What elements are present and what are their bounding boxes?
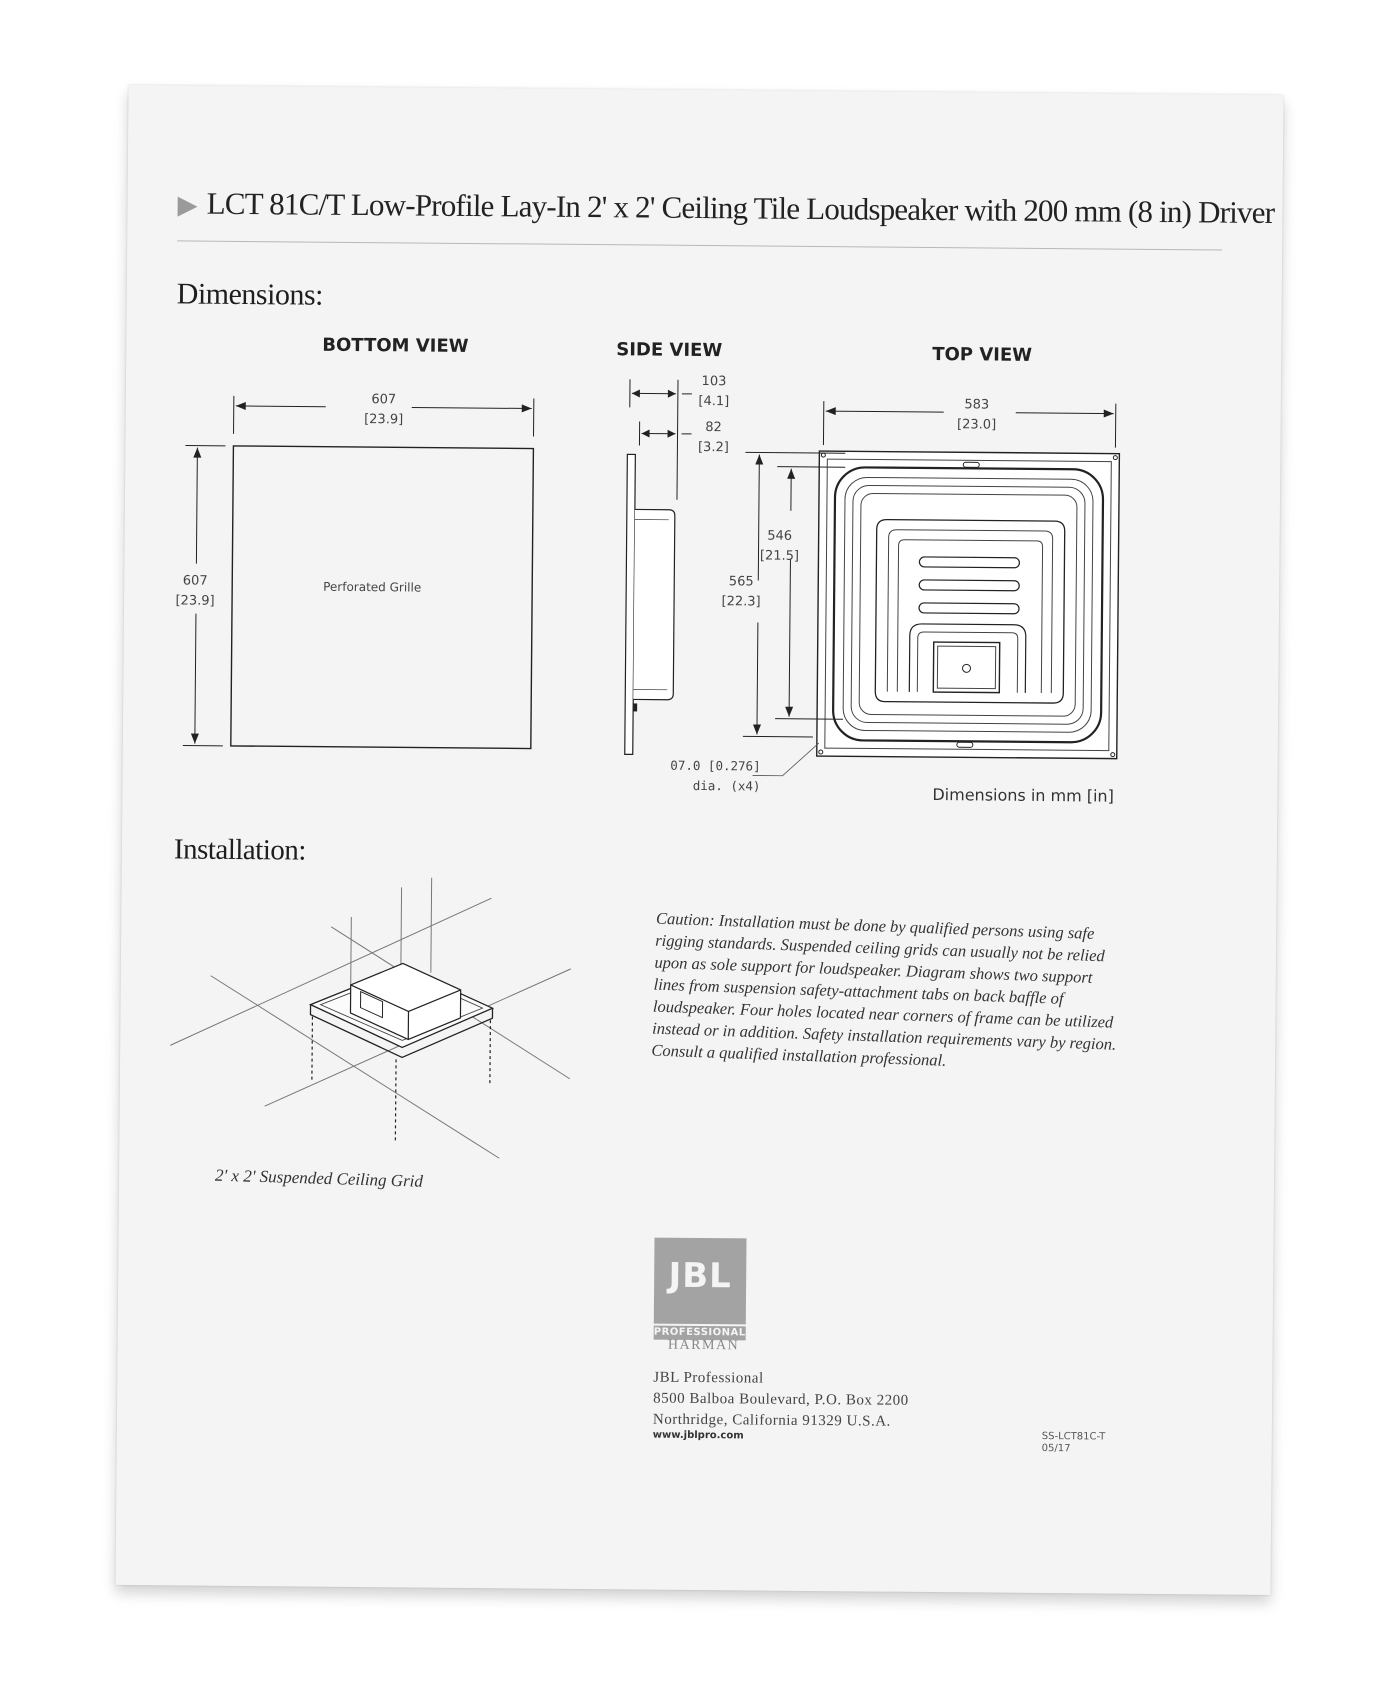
bottom-height-mm: 607	[182, 573, 208, 589]
arrowhead-left-icon	[632, 389, 640, 397]
hole-size-text: 07.0 [0.276]	[670, 757, 761, 774]
extension-line	[775, 719, 843, 720]
arrowhead-up-icon	[755, 454, 763, 464]
title-text: LCT 81C/T Low-Profile Lay-In 2' x 2' Ceiling Tile Loudspeaker with 200 mm (8 in) Driver	[206, 185, 1275, 230]
top-inner-mm: 546	[767, 528, 793, 544]
terminal-cup	[933, 642, 999, 693]
arrowhead-left-icon	[826, 407, 836, 415]
top-width-label	[952, 395, 1002, 435]
height-dimension-line-top	[196, 448, 197, 564]
doc-date-text: 05/17	[1041, 1443, 1071, 1455]
bottom-width-mm: 607	[371, 392, 397, 408]
bottom-height-label	[170, 571, 220, 611]
spec-sheet	[115, 85, 1283, 1595]
document-title	[177, 185, 1274, 231]
support-line	[431, 878, 432, 973]
bottom-height-in: [23.9]	[175, 593, 215, 609]
hole-count-text: dia. (x4)	[692, 777, 761, 794]
arrowhead-left-icon	[236, 402, 246, 410]
caution-paragraph: Caution: Installation must be done by qualified persons using safe rigging standards. Suspended ceiling grids can usually not be relied upon as sole support for loudspeaker. Diagram shows two support lines from suspension safety-attachment tabs on back baffle of loudspeaker. Four holes located near corners of frame can be utilized instead or in addition. Safety installation requirements vary by region. Consult a qualified installation professional.	[651, 908, 1117, 1070]
arrowhead-down-icon	[785, 707, 793, 717]
doc-code-text: SS-LCT81C-T	[1041, 1431, 1106, 1443]
side-depth1-in: [4.1]	[698, 393, 730, 410]
top-view-label: TOP VIEW	[932, 344, 1033, 366]
arrowhead-left-icon	[642, 429, 650, 437]
top-outer-in: [22.3]	[721, 594, 761, 610]
arrowhead-right-icon	[1104, 410, 1114, 418]
dimensions-heading: Dimensions:	[176, 277, 324, 312]
installation-heading: Installation:	[173, 833, 307, 867]
document-code	[1042, 1431, 1106, 1456]
top-inner-label	[756, 526, 802, 566]
arrowhead-right-icon	[668, 430, 676, 438]
side-depth2-in: [3.2]	[697, 439, 729, 456]
bottom-width-label	[354, 390, 414, 431]
top-width-line-left	[826, 411, 944, 412]
drop-line	[395, 1059, 396, 1143]
bottom-view-label: BOTTOM VIEW	[322, 334, 469, 357]
width-dimension-line-left	[236, 406, 326, 407]
hole-leader-line	[753, 742, 819, 776]
arrowhead-down-icon	[191, 734, 199, 744]
triangle-bullet-icon: ▶	[177, 190, 197, 220]
side-depth1-mm: 103	[701, 374, 727, 390]
width-dimension-line-right	[412, 407, 532, 408]
professional-band: PROFESSIONAL	[654, 1326, 746, 1341]
title-divider	[177, 240, 1222, 250]
address-line-2: 8500 Balboa Boulevard, P.O. Box 2200	[653, 1390, 909, 1409]
height-dimension-line-bottom	[195, 614, 196, 744]
harman-wordmark: HARMAN	[667, 1337, 740, 1354]
inner-dim-line-bottom	[789, 559, 790, 717]
top-view-drawing	[712, 390, 1135, 794]
top-outer-mm: 565	[728, 574, 754, 590]
arrowhead-up-icon	[787, 469, 795, 479]
outer-dim-line-bottom	[757, 623, 758, 735]
top-inner-in: [21.5]	[759, 548, 800, 564]
top-width-mm: 583	[964, 397, 990, 413]
depth-extension-right	[677, 380, 678, 500]
safety-tab	[633, 703, 637, 711]
arrowhead-right-icon	[522, 404, 532, 412]
bottom-width-in: [23.9]	[364, 412, 404, 428]
drop-line	[490, 1020, 491, 1086]
extension-line	[777, 467, 845, 468]
website-link[interactable]: www.jblpro.com	[652, 1429, 744, 1442]
jbl-logo	[653, 1238, 747, 1339]
top-width-in: [23.0]	[957, 417, 997, 433]
address-line-3: Northridge, California 91329 U.S.A.	[652, 1411, 891, 1430]
perforated-grille-label: Perforated Grille	[323, 579, 422, 595]
side-depth2-mm: 82	[705, 420, 722, 436]
enclosure-profile	[633, 509, 675, 699]
hole-size-label	[660, 756, 760, 797]
extension-line	[743, 736, 813, 737]
arrowhead-up-icon	[193, 448, 201, 458]
top-outer-label	[718, 572, 764, 612]
side-view-label: SIDE VIEW	[616, 339, 723, 362]
company-address	[653, 1368, 909, 1433]
top-width-line-right	[1016, 413, 1114, 414]
frame-outline	[817, 451, 1120, 759]
jbl-wordmark: JBL	[668, 1255, 732, 1297]
arrowhead-right-icon	[668, 390, 676, 398]
address-line-1: JBL Professional	[653, 1369, 764, 1387]
units-note: Dimensions in mm [in]	[932, 785, 1114, 806]
drop-line	[312, 1017, 313, 1083]
arrowhead-down-icon	[753, 724, 761, 734]
grid-caption: 2' x 2' Suspended Ceiling Grid	[214, 1165, 424, 1191]
